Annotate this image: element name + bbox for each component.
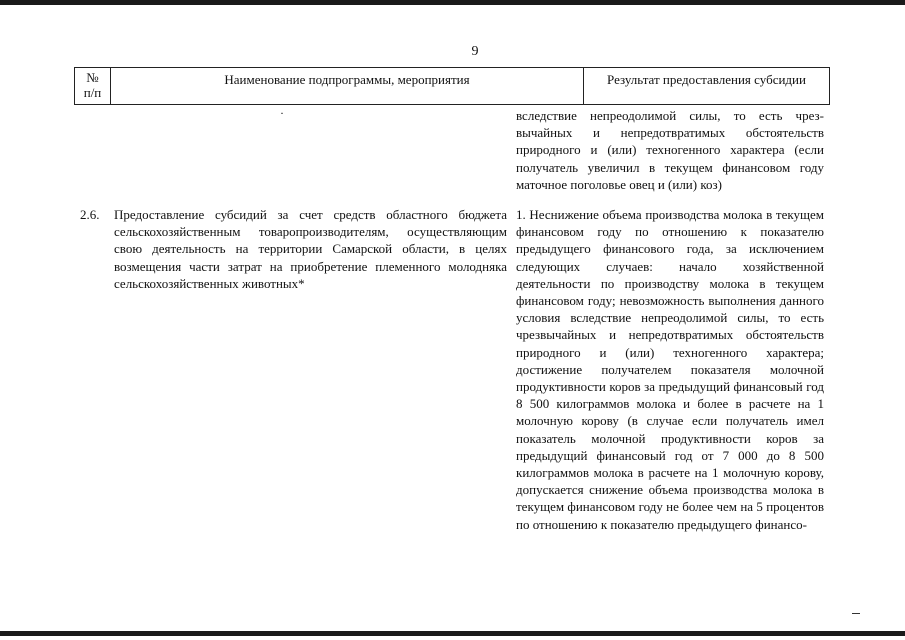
page-bottom-border bbox=[0, 631, 905, 636]
page-number: 9 bbox=[471, 44, 479, 59]
header-result-column: Результат предоставления субсидии bbox=[607, 72, 806, 87]
row-result-text: 1. Неснижение объема производства молока в текущем финансовом году по отношению к показателю предыдущего финансового года, за исключением следующих случаев: начало хозяйственной деятельности по производству молока в текущем финансовом году; невозможность выполнения данного условия вследствие непреодолимой силы, то есть чрезвычайных и непредотвратимых обстоятельств природного и (или) техногенного характера; достижение получателем показателя молочной продуктивности коров за предыдущий финансовый год 8 500 килограммов молока и более в расчете на 1 молочную корову (в случае если получатель имел показатель молочной продуктивности коров за предыдущий финансовый год от 7 000 до 8 500 килограммов молока в расчете на 1 молочную корову, допускается снижение объема производства молока в текущем финансовом году не более чем на 5 процентов по отношению к показателю предыдущего финансо- bbox=[516, 207, 824, 532]
header-number-label: № bbox=[86, 70, 99, 85]
header-number-column bbox=[75, 68, 111, 104]
table-header bbox=[74, 67, 830, 105]
header-name-column: Наименование подпрограммы, мероприятия bbox=[111, 68, 584, 104]
corner-mark bbox=[852, 613, 860, 614]
row-activity-name: Предоставление субсидий за счет средств областного бюджета сельскохозяйственным товаропроизводителям, осуществляющим свою деятельность на территории Самарской области, в целях возмещения части затрат на приобретение племенного молодняка сельскохозяйственных животных* bbox=[114, 207, 507, 291]
page-top-border bbox=[0, 0, 905, 5]
continuation-mark: · bbox=[280, 106, 284, 120]
row-number: 2.6. bbox=[80, 207, 100, 222]
header-number-sublabel: п/п bbox=[83, 85, 102, 100]
continuation-result-text: вследствие непреодолимой силы, то есть чрезвычайных и непредотвратимых обстоятельств природного и (или) техногенного характера (если получатель увеличил в текущем финансовом году маточное поголовье овец и (или) коз) bbox=[516, 108, 824, 192]
